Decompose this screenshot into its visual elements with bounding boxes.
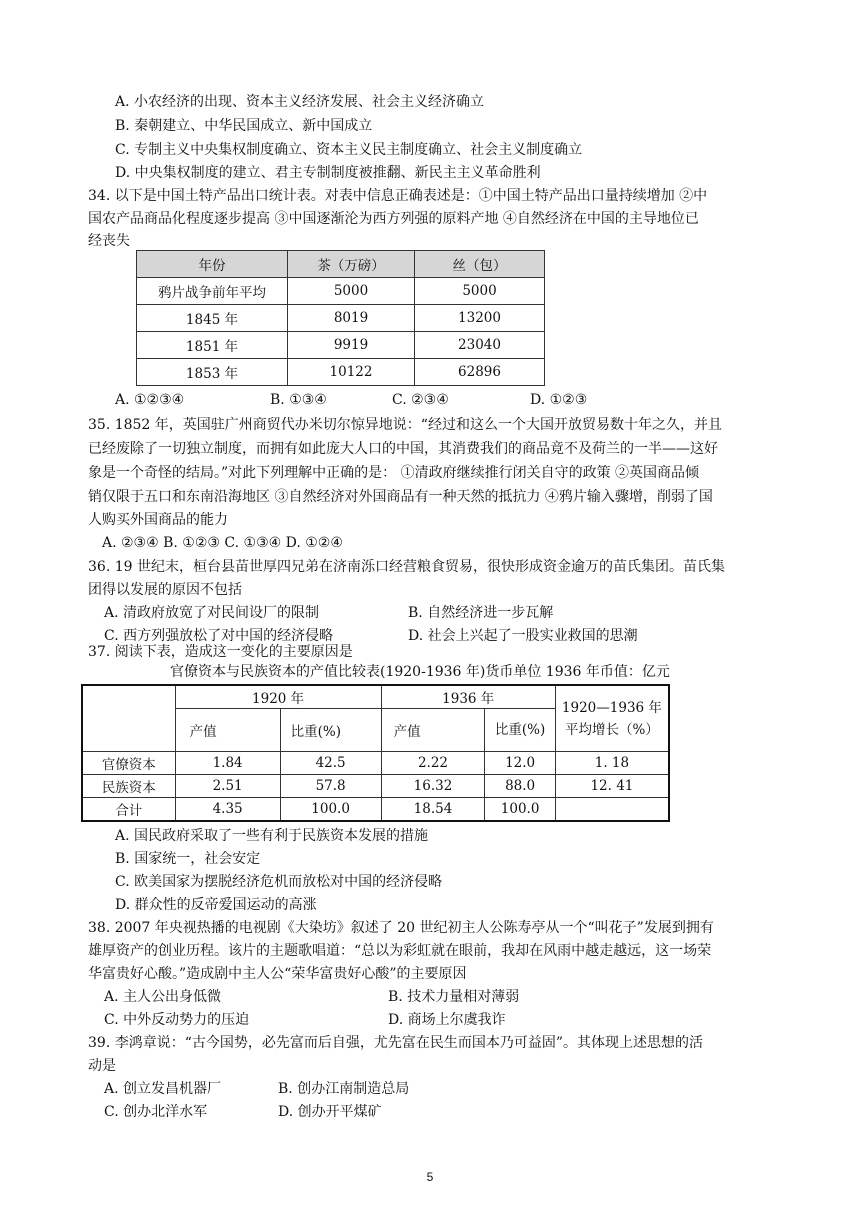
growth-header: 1920—1936 年平均增长（%）	[555, 685, 669, 752]
q38-option-b: B. 技术力量相对薄弱	[388, 989, 520, 1005]
q36-stem-line2: 团得以发展的原因不包括	[88, 582, 242, 598]
table-cell: 23040	[415, 332, 545, 359]
table-row	[82, 752, 669, 775]
q37-option-b: B. 国家统一，社会安定	[115, 851, 261, 867]
q34-stem-line1: 34. 以下是中国土特产品出口统计表。对表中信息正确表述是：①中国土特产品出口量持续增加 ②中	[88, 188, 708, 204]
capital-comparison-table	[81, 684, 670, 822]
table-cell: 18.54	[381, 798, 485, 822]
table-cell: 100.0	[280, 798, 381, 822]
table-row	[82, 775, 669, 798]
subheader-ratio: 比重(%)	[485, 709, 555, 752]
table-cell: 鸦片战争前年平均	[137, 278, 288, 305]
table-cell: 100.0	[485, 798, 555, 822]
q34-stem-line2: 国农产品商品化程度逐步提高 ③中国逐渐沦为西方列强的原料产地 ④自然经济在中国的主导地位已	[88, 211, 699, 227]
table-row	[137, 305, 545, 332]
table-caption: 官僚资本与民族资本的产值比较表(1920-1936 年)货币单位 1936 年币值：亿元	[170, 664, 670, 680]
table-cell: 1851 年	[137, 332, 288, 359]
page-number: 5	[426, 1170, 434, 1184]
q39-option-d: D. 创办开平煤矿	[278, 1104, 382, 1120]
q38-stem-line1: 38. 2007 年央视热播的电视剧《大染坊》叙述了 20 世纪初主人公陈寿亭从一个“叫花子”发展到拥有	[88, 920, 714, 936]
q35-stem-line5: 人购买外国商品的能力	[88, 512, 228, 528]
table-cell: 1845 年	[137, 305, 288, 332]
table-row	[82, 798, 669, 822]
table-cell: 57.8	[280, 775, 381, 798]
table-cell: 12.0	[485, 752, 555, 775]
q35-stem-line2: 已经废除了一切独立制度，而拥有如此庞大人口的中国，其消费我们的商品竟不及荷兰的一半——这好	[88, 441, 718, 457]
table-cell: 8019	[288, 305, 415, 332]
header-cell: 丝（包）	[415, 251, 545, 278]
q34-option-c: C. ②③④	[392, 392, 449, 408]
q36-option-d: D. 社会上兴起了一股实业救国的思潮	[408, 628, 638, 644]
q37-option-a: A. 国民政府采取了一些有利于民族资本发展的措施	[115, 828, 429, 844]
q39-option-b: B. 创办江南制造总局	[278, 1081, 410, 1097]
q35-stem-line3: 象是一个奇怪的结局。”对此下列理解中正确的是： ①清政府继续推行闭关自守的政策 ②英国商品倾	[88, 465, 700, 481]
table-cell: 1. 18	[555, 752, 669, 775]
row-label: 官僚资本	[82, 752, 175, 775]
q39-option-a: A. 创立发昌机器厂	[104, 1081, 222, 1097]
subheader-value: 产值	[381, 709, 485, 752]
header-cell: 年份	[137, 251, 288, 278]
q33-option-c: C. 专制主义中央集权制度确立、资本主义民主制度确立、社会主义制度确立	[115, 142, 583, 158]
table-cell: 16.32	[381, 775, 485, 798]
q35-options: A. ②③④ B. ①②③ C. ①③④ D. ①②④	[102, 535, 343, 551]
q38-stem-line2: 雄厚资产的创业历程。该片的主题歌唱道：“总以为彩虹就在眼前，我却在风雨中越走越远，这一场荣	[88, 943, 712, 959]
q34-option-d: D. ①②③	[530, 392, 588, 408]
year-header-1920: 1920 年	[175, 685, 381, 709]
q37-stem: 37. 阅读下表，造成这一变化的主要原因是	[88, 644, 353, 660]
q39-stem-line2: 动是	[88, 1058, 116, 1074]
table-cell: 88.0	[485, 775, 555, 798]
table-row	[137, 359, 545, 386]
q38-option-c: C. 中外反动势力的压迫	[104, 1012, 250, 1028]
q37-option-c: C. 欧美国家为摆脱经济危机而放松对中国的经济侵略	[115, 874, 443, 890]
q33-option-b: B. 秦朝建立、中华民国成立、新中国成立	[115, 118, 373, 134]
table-cell: 12. 41	[555, 775, 669, 798]
table-row	[137, 278, 545, 305]
table-cell: 62896	[415, 359, 545, 386]
table-cell: 2.22	[381, 752, 485, 775]
q36-option-b: B. 自然经济进一步瓦解	[408, 605, 554, 621]
q39-stem-line1: 39. 李鸿章说：“古今国势，必先富而后自强，尤先富在民生而国本乃可益固”。其体现上述思想的活	[88, 1035, 704, 1051]
q38-option-d: D. 商场上尔虞我诈	[388, 1012, 506, 1028]
year-header-1936: 1936 年	[381, 685, 555, 709]
subheader-ratio: 比重(%)	[280, 709, 381, 752]
header-cell: 茶（万磅）	[288, 251, 415, 278]
q38-option-a: A. 主人公出身低微	[104, 989, 222, 1005]
subheader-value: 产值	[175, 709, 280, 752]
row-label: 合计	[82, 798, 175, 822]
q37-option-d: D. 群众性的反帝爱国运动的高涨	[115, 897, 317, 913]
table-cell: 13200	[415, 305, 545, 332]
q39-option-c: C. 创办北洋水军	[104, 1104, 208, 1120]
q34-option-b: B. ①③④	[270, 392, 327, 408]
q35-stem-line4: 销仅限于五口和东南沿海地区 ③自然经济对外国商品有一种天然的抵抗力 ④鸦片输入骤增，削弱了国	[88, 489, 713, 505]
table-cell	[555, 798, 669, 822]
q36-option-a: A. 清政府放宽了对民间设厂的限制	[104, 605, 320, 621]
q38-stem-line3: 华富贵好心酸。”造成剧中主人公“荣华富贵好心酸”的主要原因	[88, 966, 467, 982]
row-label: 民族资本	[82, 775, 175, 798]
table-row	[137, 332, 545, 359]
table-cell: 9919	[288, 332, 415, 359]
table-cell: 2.51	[175, 775, 280, 798]
q34-stem-line3: 经丧失	[88, 233, 130, 249]
q33-option-d: D. 中央集权制度的建立、君主专制制度被推翻、新民主主义革命胜利	[115, 165, 541, 181]
table-cell: 1853 年	[137, 359, 288, 386]
q36-option-c: C. 西方列强放松了对中国的经济侵略	[104, 628, 334, 644]
table-cell: 5000	[288, 278, 415, 305]
table-cell: 10122	[288, 359, 415, 386]
corner-cell	[82, 685, 175, 752]
export-statistics-table	[136, 250, 545, 386]
q33-option-a: A. 小农经济的出现、资本主义经济发展、社会主义经济确立	[115, 94, 485, 110]
table-cell: 42.5	[280, 752, 381, 775]
q34-option-a: A. ①②③④	[115, 392, 185, 408]
table-cell: 5000	[415, 278, 545, 305]
table-header-row	[82, 685, 669, 709]
table-cell: 4.35	[175, 798, 280, 822]
q36-stem-line1: 36. 19 世纪末，桓台县苗世厚四兄弟在济南泺口经营粮食贸易，很快形成资金逾万的苗氏集团。苗氏集	[88, 559, 725, 575]
table-header-row	[137, 251, 545, 278]
table-cell: 1.84	[175, 752, 280, 775]
q35-stem-line1: 35. 1852 年，英国驻广州商贸代办米切尔惊异地说：“经过和这么一个大国开放贸易数十年之久，并且	[88, 417, 722, 433]
